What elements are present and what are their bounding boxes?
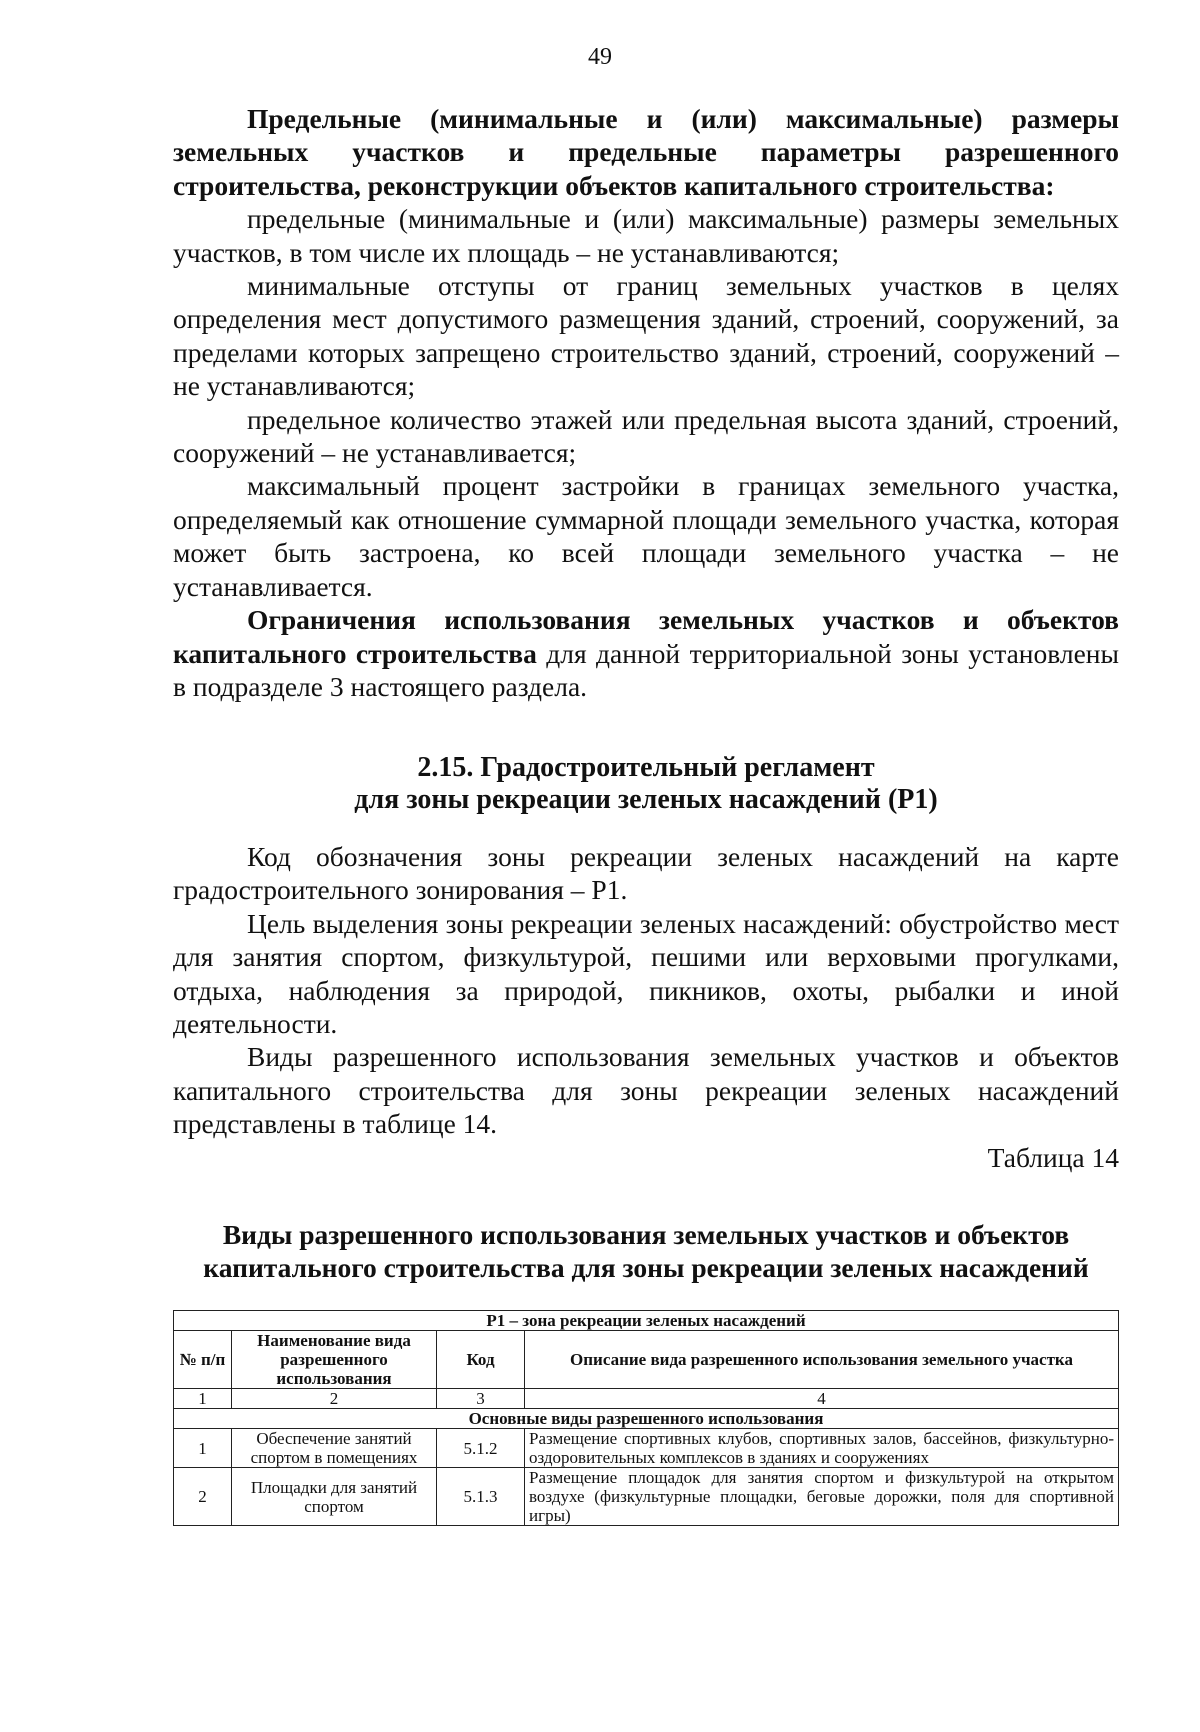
row-desc: Размещение площадок для занятия спортом и физкультурой на открытом воздухе (физкультурные площадки, беговые дорожки, поля для спортивной игры) [525,1468,1119,1526]
intro-paragraph-1: Код обозначения зоны рекреации зеленых насаждений на карте градостроительного зонирования – Р1. [173,841,1119,906]
header-desc: Описание вида разрешенного использования земельного участка [525,1331,1119,1389]
section-heading-line1: 2.15. Градостроительный регламент [417,752,875,783]
table-number: Таблица 14 [987,1141,1119,1173]
limit-item-1: предельные (минимальные и (или) максимальные) размеры земельных участков, в том числе их площадь – не устанавливаются; [173,203,1119,268]
table-row [174,1468,1119,1526]
limits-block [173,102,1119,703]
table-title-line2: капитального строительства для зоны рекреации зеленых насаждений [203,1252,1089,1283]
row-code: 5.1.3 [437,1468,525,1526]
zone-caption: Р1 – зона рекреации зеленых насаждений [174,1311,1119,1331]
table-title-line1: Виды разрешенного использования земельных участков и объектов [222,1219,1070,1250]
restrictions-bold: Ограничения использования земельных участков и объектов капитального строительства [173,604,1119,669]
col-number-2: 2 [232,1389,437,1409]
intro-block [173,840,1119,1174]
row-desc: Размещение спортивных клубов, спортивных залов, бассейнов, физкультурно-оздоровительных комплексов в зданиях и сооружениях [525,1429,1119,1468]
limit-item-4: максимальный процент застройки в границах земельного участка, определяемый как отношение суммарной площади земельного участка, которая может быть застроена, ко всей площади земельного участка – не устанавливается. [173,470,1119,602]
limit-item-3: предельное количество этажей или предельная высота зданий, строений, сооружений – не устанавливается; [173,403,1119,469]
intro-paragraph-3: Виды разрешенного использования земельных участков и объектов капитального строительства для зоны рекреации зеленых насаждений представлены в таблице 14. [173,1041,1119,1140]
limit-item-2: минимальные отступы от границ земельных участков в целях определения мест допустимого размещения зданий, строений, сооружений, за пределами которых запрещено строительство зданий, строений, сооружений – не устанавливаются; [173,270,1119,402]
col-number-1: 1 [174,1389,232,1409]
header-row [174,1331,1119,1389]
table-title [173,1218,1119,1284]
row-name: Площадки для занятий спортом [232,1468,437,1526]
intro-paragraph-2: Цель выделения зоны рекреации зеленых насаждений: обустройство мест для занятия спортом, физкультурой, пешими или верховыми прогулками, отдыха, наблюдения за природой, пикников, охоты, рыбалки и иной деятельности. [173,907,1119,1040]
row-code: 5.1.2 [437,1429,525,1468]
col-number-4: 4 [525,1389,1119,1409]
table-row [174,1429,1119,1468]
col-number-3: 3 [437,1389,525,1409]
regulation-table [173,1310,1119,1526]
page-number: 49 [588,44,612,70]
row-num: 1 [174,1429,232,1468]
section-heading [173,752,1119,816]
header-num: № п/п [174,1331,232,1389]
row-num: 2 [174,1468,232,1526]
row-name: Обеспечение занятий спортом в помещениях [232,1429,437,1468]
header-code: Код [437,1331,525,1389]
limits-heading: Предельные (минимальные и (или) максимальные) размеры земельных участков и предельные параметры разрешенного строительства, реконструкции объектов капитального строительства: [173,103,1119,201]
group-caption-row [174,1409,1119,1429]
group-caption: Основные виды разрешенного использования [174,1409,1119,1429]
column-number-row [174,1389,1119,1409]
zone-caption-row [174,1311,1119,1331]
restrictions-paragraph [173,603,1119,703]
section-heading-line2: для зоны рекреации зеленых насаждений (Р1) [354,784,938,815]
restrictions-rest: для данной территориальной зоны установлены в подразделе 3 настоящего раздела. [173,637,1119,702]
header-name: Наименование вида разрешенного использования [232,1331,437,1389]
